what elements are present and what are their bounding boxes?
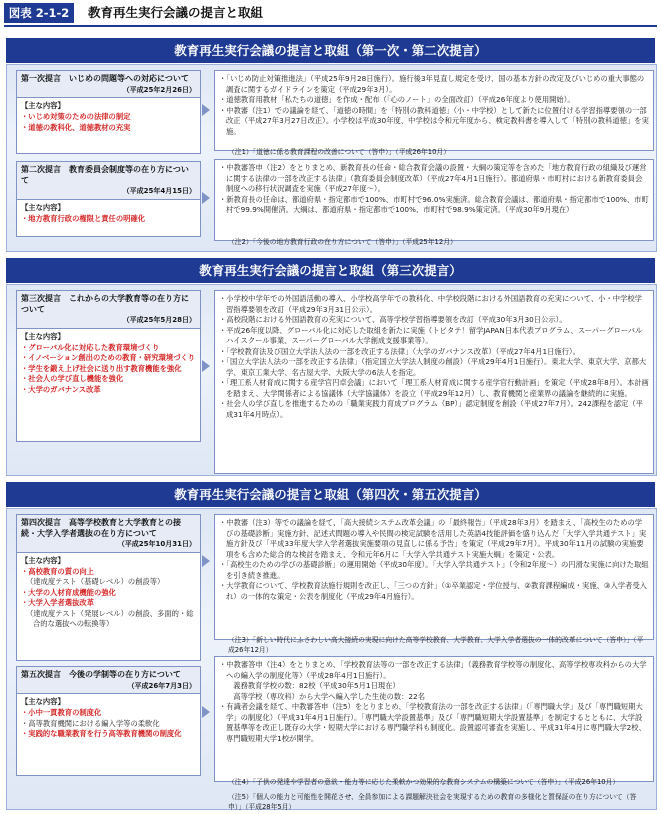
proposal-content: [17, 329, 200, 398]
initiative-item: ・「高校生のための学びの基礎診断」の運用開始（平成30年度）。「大学入学共通テスト」（令和2年度～）の円滑な実施に向けた取組を引き続き推進。: [219, 560, 649, 580]
proposal-content: [17, 553, 200, 633]
proposal-heading: [17, 515, 200, 553]
proposal-date: （平成25年4月15日）: [122, 187, 196, 195]
proposal-box-4: [16, 514, 201, 661]
content-item: ・いじめ対策のための法律の制定: [21, 112, 131, 122]
initiative-item: ・中教審（注1）での議論を経て、「道徳の時間」を「特別の教科道徳」（小・中学校）として新たに位置付ける学習指導要領の一部改正（平成27年3月27日改正）。小学校は平成30年度、中学校は令和元年度から、検定教科書を導入して「特別の教科道徳」を実施。: [219, 105, 649, 136]
initiative-item: ・中教審答申（注4）をとりまとめ、「学校教育法等の一部を改正する法律」（義務教育学校等の制度化、高等学校専攻科からの大学への編入学の制度化等）（平成28年4月1日施行）。: [219, 660, 647, 680]
proposal-box-5: [16, 666, 201, 776]
initiative-item: 高等学校（専攻科）から大学へ編入学した生徒の数：22名: [226, 691, 426, 701]
section-banner-3: 教育再生実行会議の提言と取組（第四次・第五次提言）: [6, 482, 655, 507]
initiative-item: 義務教育学校の数：82校（平成30年5月1日現在）: [226, 681, 400, 690]
content-item: ・実践的な職業教育を行う高等教育機関の制度化: [21, 729, 182, 739]
proposal-heading: [17, 71, 200, 98]
content-label: 【主な内容】: [21, 202, 65, 212]
proposal-heading: [17, 667, 200, 694]
proposal-date: （平成26年7月3日）: [127, 681, 196, 690]
proposal-content: [17, 200, 200, 228]
initiative-box-1: [214, 70, 654, 151]
content-item: ・大学入学者選抜改革: [21, 598, 94, 608]
arrow-right-icon: [202, 104, 210, 116]
proposal-date: （平成25年2月26日）: [122, 85, 196, 94]
content-item: ・社会人の学び直し機能を強化: [21, 374, 124, 384]
footnote: （注3）「新しい時代にふさわしい高大接続の実現に向けた高等学校教育、大学教育、大学入学者選抜の一体的改革について（答申）」（平成26年12月）: [228, 636, 644, 654]
content-item: ・グローバル化に対応した教育環境づくり: [21, 342, 160, 352]
figure-title: 教育再生実行会議の提言と取組: [88, 5, 264, 20]
content-item: ・大学のガバナンス改革: [21, 384, 101, 394]
content-item: ・小中一貫教育の制度化: [21, 708, 102, 718]
content-label: 【主な内容】: [21, 555, 65, 565]
arrow-right-icon: [202, 192, 210, 204]
proposal-content: [17, 98, 200, 136]
content-item: （達成度テスト（発展レベル）の創設、多面的・総合的な選抜への転換等）: [26, 608, 194, 628]
footnote: （注2）「今後の地方教育行政の在り方について（答申）」（平成25年12月）: [228, 238, 457, 246]
proposal-date: （平成25年10月31日）: [117, 540, 196, 548]
initiative-item: ・「理工系人材育成に関する産学官円卓会議」において「理工系人材育成に関する産学官行動計画」を策定（平成28年8月）。本計画を踏まえ、大学関係者による協議体（大学協議体）を設立（平成29年12月）し、教育機関と産業界の議論を継続的に実施。: [219, 378, 649, 398]
section-banner-1: 教育再生実行会議の提言と取組（第一次・第二次提言）: [6, 38, 655, 63]
figure-header: [4, 3, 657, 27]
initiative-item: ・中教審答申（注2）をとりまとめ、新教育長の任命・総合教育会議の設置・大綱の策定等を含めた「地方教育行政の組織及び運営に関する法律の一部を改正する法律」（教育委員会制度改革）（平成27年4月1日施行）。都道府県・市町村における新教育委員会制度への移行状況調査を実施（平成27年度～）。: [219, 163, 647, 193]
proposal-box-1: [16, 70, 201, 154]
proposal-box-2: [16, 161, 201, 237]
content-label: 【主な内容】: [21, 101, 65, 110]
proposal-heading: [17, 162, 200, 200]
initiative-item: ・平成26年度以降、グローバル化に対応した取組を新たに実施（トビタテ！留学JAPAN日本代表プログラム、スーパーグローバルハイスクール事業、スーパーグローバル大学創成支援事業等）。: [219, 325, 643, 345]
content-label: 【主な内容】: [21, 697, 65, 706]
proposal-title: 第一次提言 いじめの問題等への対応について: [21, 74, 189, 83]
initiative-box-3: [214, 290, 654, 474]
arrow-right-icon: [202, 360, 210, 372]
content-item: （達成度テスト（基礎レベル）の創設等）: [26, 577, 165, 587]
initiative-item: ・中教審（注3）等での議論を経て、「高大接続システム改革会議」の「最終報告」（平成28年3月）を踏まえ、「高校生のための学びの基礎診断」実施方針、記述式問題の導入や民間の検定試験を活用した英語4技能評価を盛り込んだ「大学入学共通テスト」実施方針及び「平成33年度大学入学者選抜実施要項の見直しに係る予告」を策定（平成29年7月）。平成30年11月の試験の実施要項をも含めた総合的な検討を踏まえ、令和元年6月に「大学入学共通テスト実施大綱」を策定・公表。: [219, 518, 647, 559]
content-item: ・大学の人材育成機能の強化: [21, 587, 116, 597]
initiative-box-5: [214, 656, 654, 782]
initiative-item: ・有識者会議を経て、中教審答申（注5）をとりまとめ、「学校教育法の一部を改正する法律」（「専門職大学」及び「専門職短期大学」の制度化）（平成31年4月1日施行）。「専門職大学設置基準」及び「専門職短期大学設置基準」を制定するとともに、大学設置基準等を改正し既存の大学・短期大学における専門職学科も制度化。設置認可審査を実施し、平成31年4月に専門職大学2校、専門職短期大学1校が開学。: [219, 702, 646, 743]
initiative-item: ・「国立大学法人法の一部を改正する法律」（指定国立大学法人制度の創設）（平成29年4月1日施行）。東北大学、東京大学、京都大学、東京工業大学、名古屋大学、大阪大学の6法人を指定。: [219, 357, 647, 377]
content-item: ・道徳の教科化、道徳教材の充実: [21, 122, 131, 132]
initiative-item: ・社会人の学び直しを推進するための「職業実践力育成プログラム（BP）」認定制度を創設（平成27年7月）。242課程を認定（平成31年4月時点）。: [219, 399, 643, 419]
content-label: 【主な内容】: [21, 331, 65, 341]
initiative-item: ・「いじめ防止対策推進法」（平成25年9月28日施行）。施行後3年見直し規定を受け、国の基本方針の改定及びいじめの重大事態の調査に関するガイドラインを策定（平成29年3月）。: [219, 74, 645, 94]
content-item: ・高校教育の質の向上: [21, 566, 94, 576]
proposal-title: 第四次提言 高等学校教育と大学教育との接続・大学入学者選抜の在り方について: [21, 518, 181, 538]
initiative-item: ・小学校中学年での外国語活動の導入、小学校高学年での教科化、中学校段階における外国語教育の充実について、小・中学校学習指導要領を改訂（平成29年3月31日公示）。: [219, 294, 642, 314]
content-item: ・学生を鍛え上げ社会に送り出す教育機能を強化: [21, 363, 182, 373]
arrow-right-icon: [202, 706, 210, 718]
figure-label: 図表 2-1-2: [4, 3, 74, 23]
initiative-item: ・大学教育について、学校教育法施行規則を改正し、「三つの方針」（①卒業認定・学位授与、②教育課程編成・実施、③入学者受入れ）の一体的な策定・公表を制度化（平成29年4月施行）。: [219, 581, 647, 601]
initiative-box-4: [214, 514, 654, 640]
arrow-right-icon: [202, 555, 210, 567]
proposal-content: [17, 694, 200, 743]
proposal-title: 第三次提言 これからの大学教育等の在り方について: [21, 294, 189, 314]
initiative-item: ・「学校教育法及び国立大学法人法の一部を改正する法律」（大学のガバナンス改革）（平成27年4月1日施行）。: [219, 346, 580, 356]
initiative-item: ・新教育長の任命は、都道府県・指定都市で100%、市町村で96.0%実施済。総合教育会議は、都道府県・指定都市で100%、市町村で99.9%開催済。大綱は、都道府県・指定都市で100%、市町村で98.9%策定済。（平成30年9月現在）: [219, 194, 649, 214]
content-item: ・高等教育機関における編入学等の柔軟化: [21, 718, 160, 728]
footnote: （注5）「個人の能力と可能性を開花させ、全員参加による課題解決社会を実現するための教育の多様化と質保証の在り方について（答申）」（平成28年5月）: [228, 793, 637, 811]
proposal-heading: [17, 291, 200, 329]
initiative-item: ・高校段階における外国語教育の充実について、高等学校学習指導要領を改訂（平成30年3月30日公示）。: [219, 315, 567, 324]
footnote: （注1）「道徳に係る教育課程の改善について（答申）」（平成26年10月）: [228, 148, 450, 156]
proposal-date: （平成25年5月28日）: [122, 316, 196, 324]
content-item: ・イノベーション創出のための教育・研究環境づくり: [21, 353, 196, 363]
proposal-title: 第二次提言 教育委員会制度等の在り方について: [21, 165, 189, 185]
section-banner-2: 教育再生実行会議の提言と取組（第三次提言）: [6, 258, 655, 283]
footnote: （注4）「子供の発達や学習者の意欲・能力等に応じた柔軟かつ効果的な教育システムの構築について（答申）」（平成26年10月）: [228, 778, 620, 786]
proposal-box-3: [16, 290, 201, 442]
initiative-box-2: [214, 159, 654, 241]
initiative-item: ・道徳教育用教材「私たちの道徳」を作成・配布（「心のノート」の全面改訂）（平成26年度より使用開始）。: [219, 95, 575, 104]
proposal-title: 第五次提言 今後の学制等の在り方について: [21, 670, 181, 679]
content-item: ・地方教育行政の権限と責任の明確化: [21, 213, 146, 223]
